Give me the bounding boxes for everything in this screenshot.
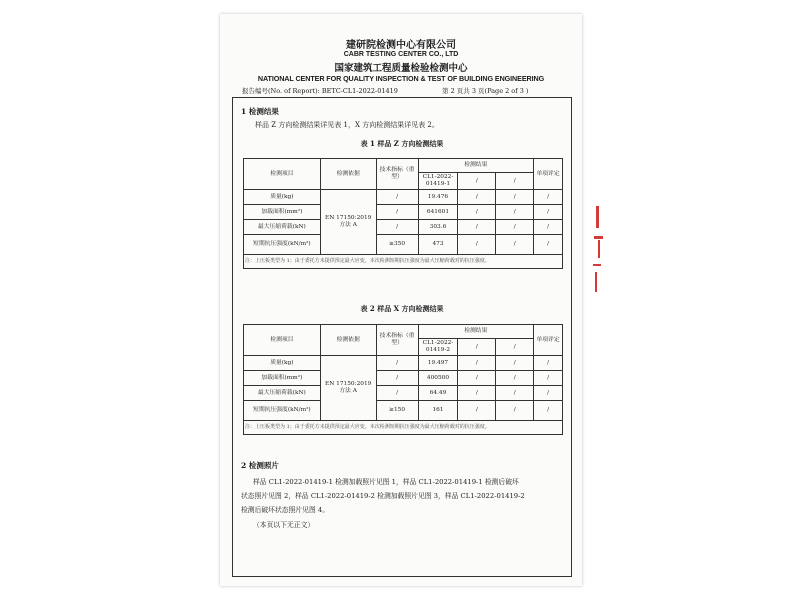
content-frame bbox=[232, 97, 572, 577]
t1-slash: / bbox=[496, 173, 534, 190]
section-1-text: 样品 Z 方向检测结果详见表 1，X 方向检测结果详见表 2。 bbox=[255, 121, 439, 129]
t1-row-item: 质量(kg) bbox=[244, 190, 321, 205]
t1-row-value: 641601 bbox=[418, 205, 458, 220]
t2-slash: / bbox=[458, 371, 496, 386]
section-1-title: 1 检测结果 bbox=[241, 107, 279, 116]
t1-slash: / bbox=[458, 205, 496, 220]
t1-slash: / bbox=[458, 190, 496, 205]
t2-h-item: 检测项目 bbox=[244, 325, 321, 356]
t2-slash: / bbox=[458, 386, 496, 401]
end-of-text-note: （本页以下无正文） bbox=[253, 521, 315, 529]
t1-slash: / bbox=[534, 205, 563, 220]
center-name-cn: 国家建筑工程质量检验检测中心 bbox=[334, 63, 468, 74]
page-number: 第 2 页共 3 页(Page 2 of 3 ) bbox=[442, 87, 529, 95]
t1-h-single: 单项评定 bbox=[534, 159, 563, 190]
t1-h-basis: 检测依据 bbox=[320, 159, 376, 190]
t2-slash: / bbox=[458, 339, 496, 356]
t2-sample-id: CL1-2022-01419-2 bbox=[418, 339, 458, 356]
t2-row-value: 161 bbox=[418, 401, 458, 421]
table-2-caption: 表 2 样品 X 方向检测结果 bbox=[360, 304, 444, 313]
t1-note: 注：上压板类型为 1；由于委托方未提供预定最大应变，本次检测短期抗压强度为最大压缩荷载对的抗压强度。 bbox=[244, 255, 563, 269]
t2-row-spec: / bbox=[376, 371, 418, 386]
t1-row-spec: / bbox=[376, 205, 418, 220]
t1-row-spec: / bbox=[376, 190, 418, 205]
t1-row-item: 加载面积(mm²) bbox=[244, 205, 321, 220]
org-name-en: CABR TESTING CENTER CO., LTD bbox=[343, 51, 459, 58]
t1-slash: / bbox=[496, 235, 534, 255]
t1-row-value: 473 bbox=[418, 235, 458, 255]
section-2-line-2: 状态照片见图 2，样品 CL1-2022-01419-2 检测加载照片见图 3，样品 CL1-2022-01419-2 bbox=[241, 492, 525, 500]
t1-row-spec: ≥350 bbox=[376, 235, 418, 255]
seal-stamp-edge bbox=[593, 206, 611, 296]
t2-row-item: 质量(kg) bbox=[244, 356, 321, 371]
t2-h-results: 检测结果 bbox=[418, 325, 534, 339]
table-1 bbox=[243, 158, 563, 269]
t2-row-spec: / bbox=[376, 356, 418, 371]
t2-slash: / bbox=[458, 401, 496, 421]
t2-slash: / bbox=[496, 401, 534, 421]
table-1-caption: 表 1 样品 Z 方向检测结果 bbox=[360, 139, 444, 148]
t1-basis: EN 17150:2019 方法 A bbox=[320, 190, 376, 255]
t2-note: 注：上压板类型为 1；由于委托方未提供预定最大应变，本次检测短期抗压强度为最大压缩荷载对的抗压强度。 bbox=[244, 421, 563, 435]
t2-row-item: 加载面积(mm²) bbox=[244, 371, 321, 386]
t1-row-spec: / bbox=[376, 220, 418, 235]
t2-slash: / bbox=[496, 371, 534, 386]
section-2-line-3: 检测后破坏状态照片见图 4。 bbox=[241, 506, 330, 514]
t1-row-item: 最大压缩荷载(kN) bbox=[244, 220, 321, 235]
t2-slash: / bbox=[496, 386, 534, 401]
center-name-en: NATIONAL CENTER FOR QUALITY INSPECTION & TEST OF BUILDING ENGINEERING bbox=[257, 74, 545, 83]
t1-h-results: 检测结果 bbox=[418, 159, 534, 173]
report-number: 报告编号(No. of Report): BETC-CL1-2022-01419 bbox=[242, 87, 398, 95]
t1-row-item: 短期抗压强度(kN/m²) bbox=[244, 235, 321, 255]
t2-row-value: 400500 bbox=[418, 371, 458, 386]
t1-slash: / bbox=[496, 190, 534, 205]
t1-sample-id: CL1-2022-01419-1 bbox=[418, 173, 458, 190]
t1-slash: / bbox=[496, 205, 534, 220]
t1-slash: / bbox=[458, 235, 496, 255]
t1-slash: / bbox=[458, 220, 496, 235]
t2-slash: / bbox=[458, 356, 496, 371]
t2-slash: / bbox=[496, 356, 534, 371]
report-page bbox=[220, 14, 582, 586]
t2-h-single: 单项评定 bbox=[534, 325, 563, 356]
t1-slash: / bbox=[534, 190, 563, 205]
t1-slash: / bbox=[496, 220, 534, 235]
t2-slash: / bbox=[534, 401, 563, 421]
t1-h-item: 检测项目 bbox=[244, 159, 321, 190]
t2-h-spec: 技术指标（重型） bbox=[376, 325, 418, 356]
t2-row-spec: ≥150 bbox=[376, 401, 418, 421]
t2-slash: / bbox=[534, 386, 563, 401]
t1-row-value: 19.476 bbox=[418, 190, 458, 205]
t2-row-value: 19.497 bbox=[418, 356, 458, 371]
t2-basis: EN 17150:2019 方法 A bbox=[320, 356, 376, 421]
table-2 bbox=[243, 324, 563, 435]
t2-slash: / bbox=[534, 371, 563, 386]
t2-row-item: 最大压缩荷载(kN) bbox=[244, 386, 321, 401]
t2-slash: / bbox=[534, 356, 563, 371]
t2-row-item: 短期抗压强度(kN/m²) bbox=[244, 401, 321, 421]
org-name-cn: 建研院检测中心有限公司 bbox=[346, 40, 456, 51]
t2-slash: / bbox=[496, 339, 534, 356]
section-2-line-1: 样品 CL1-2022-01419-1 检测加载照片见图 1，样品 CL1-2022-01419-1 检测后破坏 bbox=[253, 478, 519, 486]
t1-row-value: 303.6 bbox=[418, 220, 458, 235]
t1-slash: / bbox=[458, 173, 496, 190]
t2-row-value: 64.49 bbox=[418, 386, 458, 401]
t1-slash: / bbox=[534, 220, 563, 235]
section-2-title: 2 检测照片 bbox=[241, 461, 279, 470]
t1-slash: / bbox=[534, 235, 563, 255]
t1-h-spec: 技术指标（重型） bbox=[376, 159, 418, 190]
t2-h-basis: 检测依据 bbox=[320, 325, 376, 356]
t2-row-spec: / bbox=[376, 386, 418, 401]
